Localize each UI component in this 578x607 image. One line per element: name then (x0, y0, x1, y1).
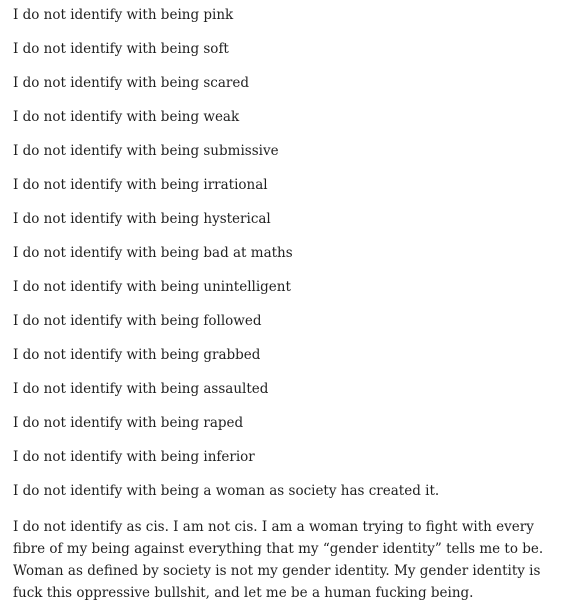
text-line: I do not identify with being weak (13, 109, 240, 125)
text-line: I do not identify with being pink (13, 7, 234, 23)
text-line: I do not identify with being submissive (13, 143, 279, 159)
final-paragraph: I do not identify as cis. I am not cis. I am a woman trying to fight with every fibre of my being against everything that my “gender identity” tells me to be. Woman as defined by society is not my gender identity. My gender identity is fuck this oppressive bullshit, and let me be a human fucking being. (13, 519, 544, 601)
text-line: I do not identify with being assaulted (13, 381, 269, 397)
text-content (13, 6, 573, 604)
text-line: I do not identify with being followed (13, 313, 262, 329)
text-line: I do not identify with being inferior (13, 449, 255, 465)
text-line: I do not identify with being hysterical (13, 211, 271, 227)
text-line: I do not identify with being a woman as society has created it. (13, 483, 440, 499)
text-line: I do not identify with being soft (13, 41, 229, 57)
text-line: I do not identify with being raped (13, 415, 244, 431)
text-line: I do not identify with being irrational (13, 177, 268, 193)
text-line: I do not identify with being grabbed (13, 347, 261, 363)
text-line: I do not identify with being bad at maths (13, 245, 293, 261)
text-line: I do not identify with being scared (13, 75, 250, 91)
text-line: I do not identify with being unintelligent (13, 279, 291, 295)
